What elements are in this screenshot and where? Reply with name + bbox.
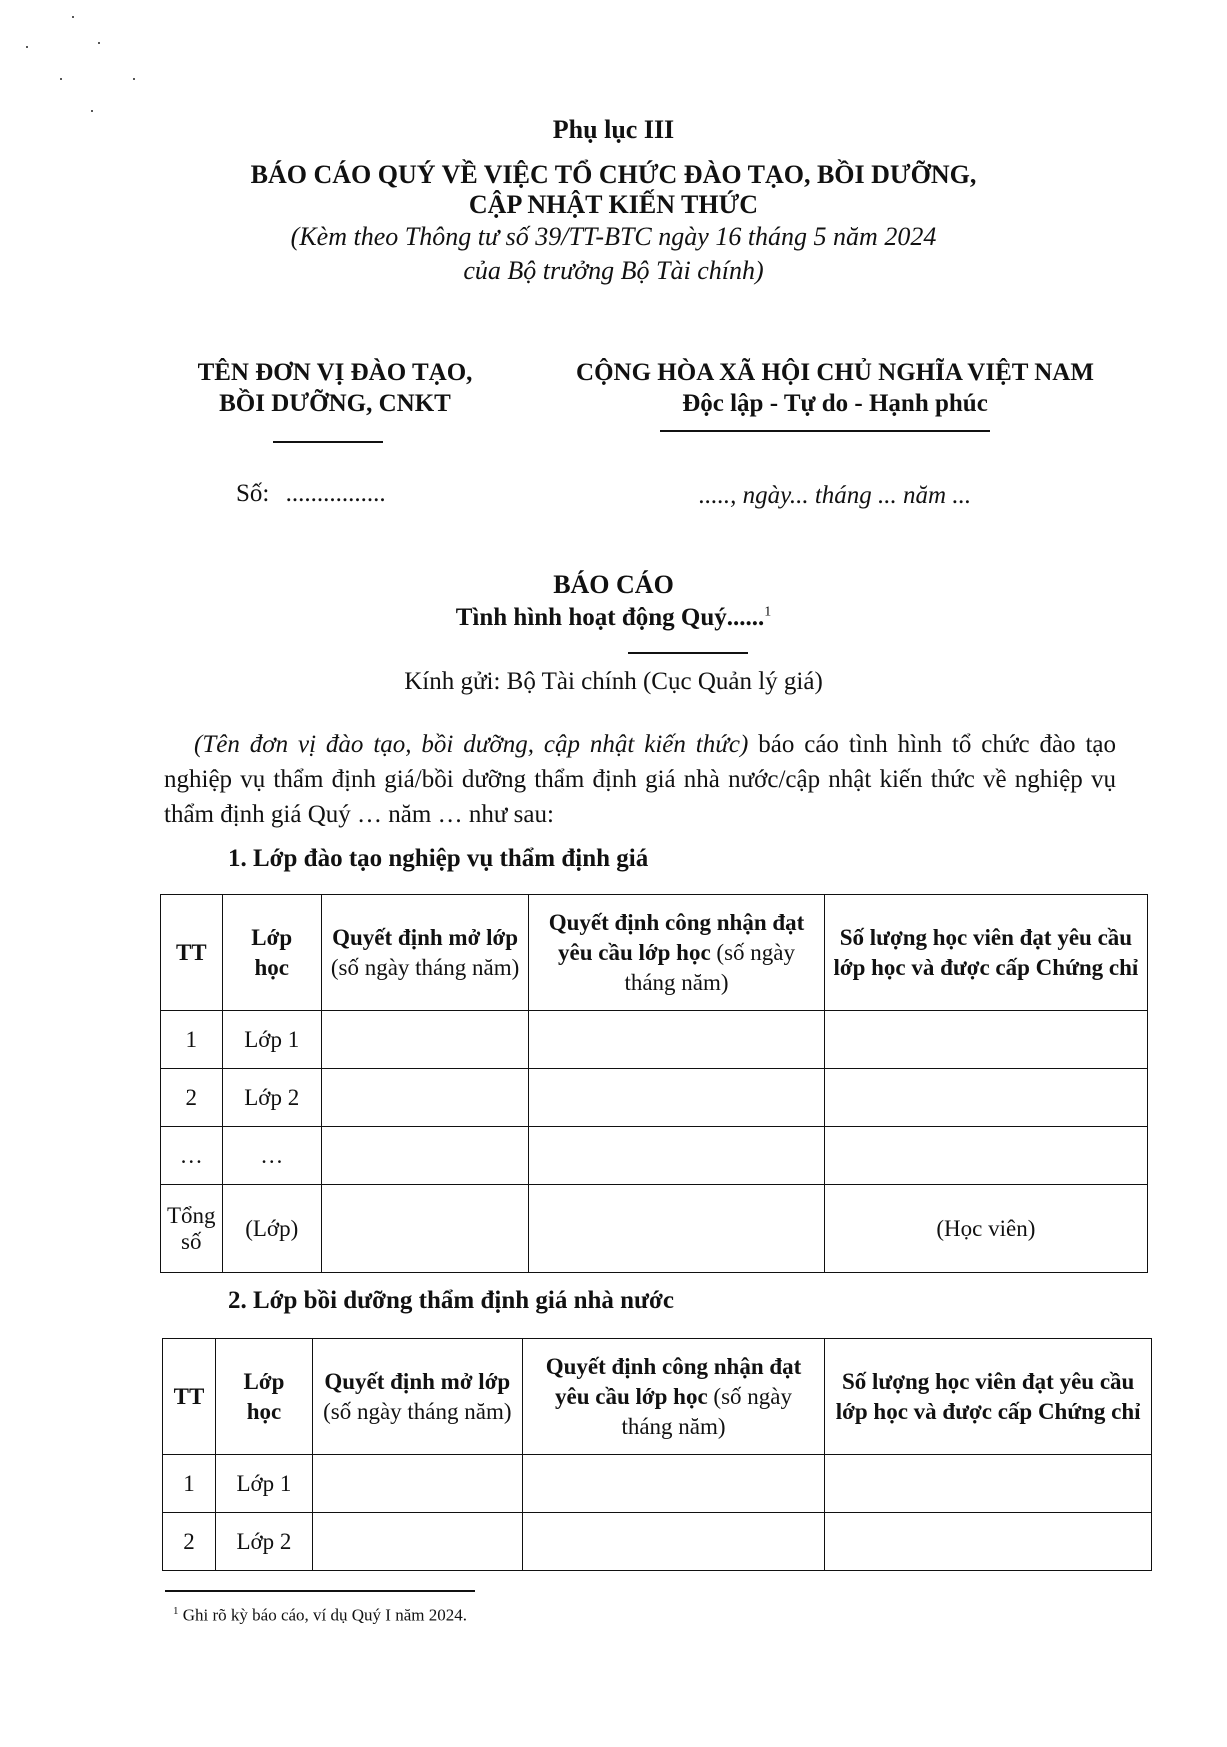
- report-heading: BÁO CÁO: [553, 570, 674, 599]
- motto-underline: [660, 430, 990, 432]
- cell-tt: 2: [163, 1513, 216, 1571]
- recipient-line: Kính gửi: Bộ Tài chính (Cục Quản lý giá): [404, 668, 823, 695]
- header-recog-bold: Quyết định công nhận đạt yêu cầu lớp học: [548, 909, 805, 965]
- date-line: ....., ngày... tháng ... năm ...: [698, 482, 972, 509]
- cell-total-label: [161, 1185, 223, 1273]
- intro-paragraph: [164, 727, 1116, 832]
- header-class: [222, 895, 321, 1011]
- cell-class: Lớp 1: [215, 1455, 312, 1513]
- report-subheading: [0, 604, 1227, 632]
- table-row: [161, 1069, 1148, 1127]
- cell-student-count[interactable]: [824, 1011, 1147, 1069]
- cell-open-decision[interactable]: [321, 1011, 528, 1069]
- header-open-bold: Quyết định mở lớp: [332, 924, 518, 950]
- org-name-line2: BỒI DƯỠNG, CNKT: [219, 390, 451, 417]
- cell-open-decision[interactable]: [321, 1069, 528, 1127]
- header-class-l2: học: [246, 1398, 282, 1424]
- cell-class: …: [222, 1127, 321, 1185]
- scan-speck: [91, 110, 93, 112]
- table-row: [163, 1455, 1152, 1513]
- org-name-line1: TÊN ĐƠN VỊ ĐÀO TẠO,: [197, 359, 473, 386]
- cell-total-count[interactable]: (Học viên): [824, 1185, 1147, 1273]
- cell-student-count[interactable]: [824, 1127, 1147, 1185]
- header-open-bold: Quyết định mở lớp: [324, 1368, 511, 1394]
- cell-tt: 1: [163, 1455, 216, 1513]
- cell-tt: …: [161, 1127, 223, 1185]
- cell-open-decision[interactable]: [312, 1455, 522, 1513]
- table-header-row: [161, 895, 1148, 1011]
- cell-open-decision[interactable]: [312, 1513, 522, 1571]
- scan-speck: [26, 46, 28, 48]
- cell-total-open[interactable]: [321, 1185, 528, 1273]
- table-row: [163, 1513, 1152, 1571]
- cell-student-count[interactable]: [825, 1513, 1152, 1571]
- cell-tt: 2: [161, 1069, 223, 1127]
- intro-italic: (Tên đơn vị đào tạo, bồi dưỡng, cập nhật kiến thức): [194, 731, 749, 758]
- cell-recognition-decision[interactable]: [529, 1127, 825, 1185]
- scan-speck: [60, 78, 62, 80]
- section2-title: 2. Lớp bồi dưỡng thẩm định giá nhà nước: [228, 1287, 674, 1314]
- header-open-normal: (số ngày tháng năm): [323, 1398, 512, 1424]
- footnote-marker: 1: [173, 1605, 179, 1617]
- header-recog-bold: Quyết định công nhận đạt yêu cầu lớp học: [545, 1353, 802, 1409]
- national-motto: Độc lập - Tự do - Hạnh phúc: [682, 390, 988, 417]
- footnote-separator: [165, 1590, 475, 1592]
- org-divider: [273, 441, 383, 443]
- report-divider: [628, 652, 748, 654]
- footnote: [173, 1605, 467, 1626]
- national-header: [540, 357, 1130, 419]
- table-row: [161, 1127, 1148, 1185]
- document-number-value: ................: [285, 480, 386, 507]
- section1-title: 1. Lớp đào tạo nghiệp vụ thẩm định giá: [228, 845, 649, 872]
- annex-label: Phụ lục III: [552, 115, 675, 144]
- header-tt: TT: [163, 1339, 216, 1455]
- scan-speck: [98, 42, 100, 44]
- cell-recognition-decision[interactable]: [522, 1455, 825, 1513]
- header-recog-normal: (số ngày tháng năm): [624, 939, 795, 995]
- header-class-l2: học: [254, 954, 289, 980]
- cell-recognition-decision[interactable]: [522, 1513, 825, 1571]
- footnote-ref[interactable]: 1: [764, 604, 772, 620]
- table-total-row: [161, 1185, 1148, 1273]
- table-row: [161, 1011, 1148, 1069]
- report-subheading-text: Tình hình hoạt động Quý......: [455, 604, 765, 631]
- cell-recognition-decision[interactable]: [529, 1069, 825, 1127]
- document-number-label: Số:: [236, 480, 270, 507]
- cell-tt: 1: [161, 1011, 223, 1069]
- header-recognition-decision: [529, 895, 825, 1011]
- document-subtitle-line2: của Bộ trưởng Bộ Tài chính): [463, 256, 764, 285]
- org-name-block: [150, 357, 520, 419]
- cell-open-decision[interactable]: [321, 1127, 528, 1185]
- cell-class: Lớp 2: [215, 1513, 312, 1571]
- header-open-decision: [312, 1339, 522, 1455]
- header-student-count: Số lượng học viên đạt yêu cầu lớp học và được cấp Chứng chỉ: [825, 1339, 1152, 1455]
- document-subtitle-line1: (Kèm theo Thông tư số 39/TT-BTC ngày 16 tháng 5 năm 2024: [290, 222, 937, 251]
- table-header-row: [163, 1339, 1152, 1455]
- cell-student-count[interactable]: [825, 1455, 1152, 1513]
- cell-total-class: (Lớp): [222, 1185, 321, 1273]
- cell-class: Lớp 1: [222, 1011, 321, 1069]
- cell-total-recog[interactable]: [529, 1185, 825, 1273]
- document-title-line2: CẬP NHẬT KIẾN THỨC: [468, 190, 759, 219]
- header-recog-normal: (số ngày tháng năm): [621, 1383, 792, 1439]
- scan-speck: [72, 16, 74, 18]
- cell-class: Lớp 2: [222, 1069, 321, 1127]
- footnote-text: Ghi rõ kỳ báo cáo, ví dụ Quý I năm 2024.: [178, 1605, 467, 1625]
- cell-recognition-decision[interactable]: [529, 1011, 825, 1069]
- cell-student-count[interactable]: [824, 1069, 1147, 1127]
- header-class-l1: Lớp: [251, 924, 293, 950]
- intro-text: báo cáo tình hình tổ chức đào tạo nghiệp vụ thẩm định giá/bồi dưỡng thẩm định giá nhà nước/cập nhật kiến thức về nghiệp vụ thẩm định giá Quý … năm … như sau:: [164, 731, 1117, 828]
- national-name: CỘNG HÒA XÃ HỘI CHỦ NGHĨA VIỆT NAM: [576, 359, 1094, 386]
- table-training-classes: [160, 894, 1148, 1273]
- header-class: [215, 1339, 312, 1455]
- header-tt: TT: [161, 895, 223, 1011]
- header-student-count: Số lượng học viên đạt yêu cầu lớp học và được cấp Chứng chỉ: [824, 895, 1147, 1011]
- scan-speck: [133, 78, 135, 80]
- total-label-l1: Tổng: [167, 1202, 216, 1228]
- document-title-line1: BÁO CÁO QUÝ VỀ VIỆC TỔ CHỨC ĐÀO TẠO, BỒI DƯỠNG,: [250, 160, 977, 189]
- total-label-l2: số: [181, 1228, 202, 1254]
- header-recognition-decision: [522, 1339, 825, 1455]
- document-number: [236, 480, 386, 508]
- table-state-valuation-classes: [162, 1338, 1152, 1571]
- header-class-l1: Lớp: [243, 1368, 285, 1394]
- header-open-normal: (số ngày tháng năm): [330, 954, 520, 980]
- header-open-decision: [321, 895, 528, 1011]
